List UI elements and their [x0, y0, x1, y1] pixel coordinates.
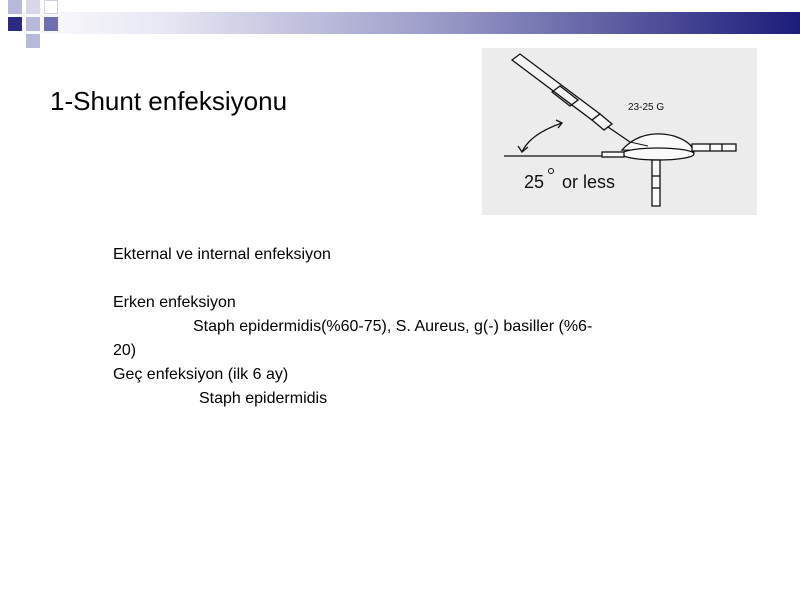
angle-number: 25: [524, 172, 545, 192]
shunt-puncture-illustration: [482, 48, 757, 215]
slide-body: [113, 243, 703, 411]
decorative-square: [26, 34, 40, 48]
decorative-square: [26, 17, 40, 31]
blank-line: [113, 267, 703, 291]
angle-suffix: or less: [562, 172, 616, 192]
decorative-square: [44, 17, 58, 31]
decorative-square: [44, 0, 58, 14]
body-line-indented: Staph epidermidis: [199, 390, 328, 407]
decorative-square: [8, 17, 22, 31]
decorative-square: [8, 0, 22, 14]
body-line: Ekternal ve internal enfeksiyon: [113, 246, 331, 263]
decorative-square: [26, 0, 40, 14]
gauge-label: 23-25 G: [628, 102, 665, 113]
slide-title: 1-Shunt enfeksiyonu: [50, 86, 288, 116]
body-line-continuation: 20): [113, 342, 137, 359]
body-line: Erken enfeksiyon: [113, 294, 236, 311]
body-line-indented: Staph epidermidis(%60-75), S. Aureus, g(-) basiller (%6-: [193, 318, 593, 335]
body-line: Geç enfeksiyon (ilk 6 ay): [113, 366, 289, 383]
header-gradient-bar: [0, 12, 800, 34]
